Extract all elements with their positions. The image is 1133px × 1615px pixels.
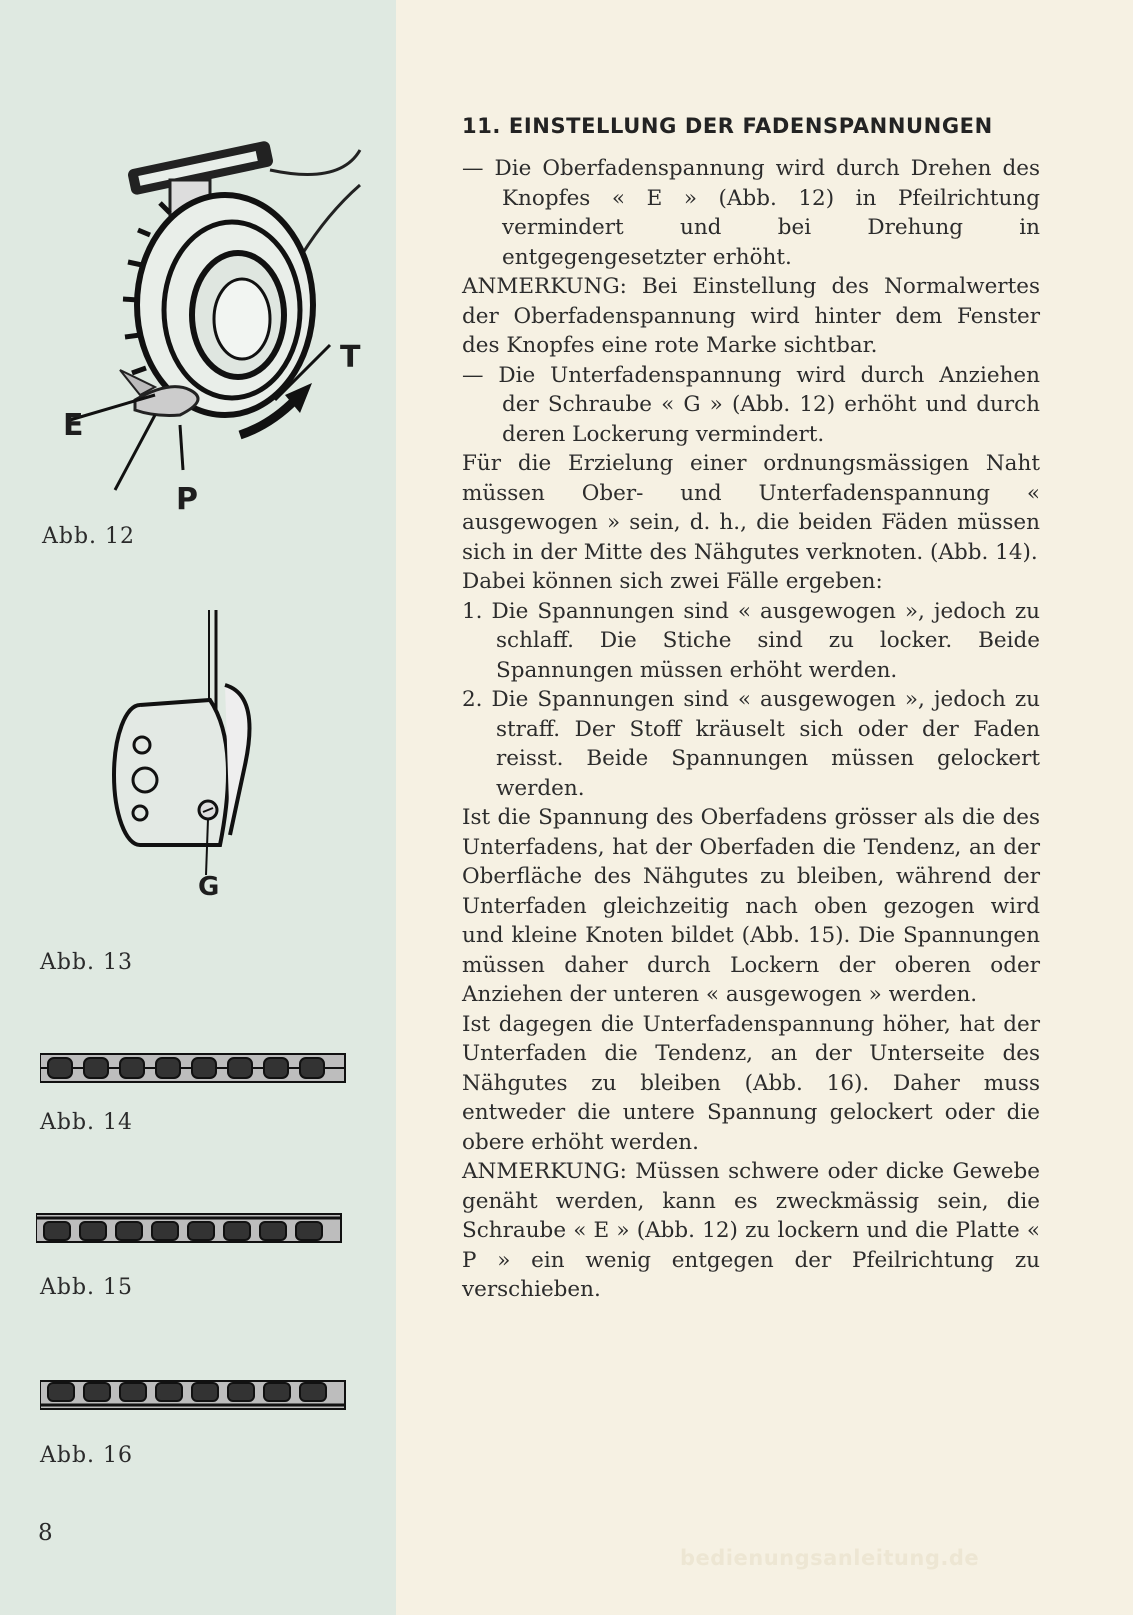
seam-illustration-lower-tight [40,1377,350,1413]
page-number: 8 [38,1520,53,1546]
paragraph-lower-tension-higher: Ist dagegen die Unterfadenspannung höher, hat der Unterfaden die Tendenz, an der Unterseite des Nähgutes zu bleiben (Abb. 16). Daher muss entweder die untere Spannung gelockert oder die obere erhöht werden. [462,1011,1040,1155]
paragraph-note-heavy-fabric: ANMERKUNG: Müssen schwere oder dicke Gewebe genäht werden, kann es zweckmässig sein, die Schraube « E » (Abb. 12) zu lockern und die Platte « P » ein wenig entgegen der Pfeilrichtung zu verschieben. [462,1159,1040,1302]
caption-abb-14: Abb. 14 [40,1110,134,1135]
seam-illustration-balanced [40,1050,350,1086]
section-title: 11. EINSTELLUNG DER FADENSPANNUNGEN [462,114,993,138]
body-text [462,154,1040,1305]
caption-abb-12: Abb. 12 [42,524,136,549]
watermark: bedienungsanleitung.de [680,1546,980,1570]
seam-illustration-upper-tight [36,1210,346,1246]
paragraph-upper-thread-tension: — Die Oberfadenspannung wird durch Drehen des Knopfes « E » (Abb. 12) in Pfeilrichtung vermindert und bei Drehung in entgegengesetzter erhöht. [462,156,1040,270]
label-p: P [176,482,198,517]
caption-abb-15: Abb. 15 [40,1275,134,1300]
tension-dial-illustration [60,125,380,515]
list-item-case-2: 2. Die Spannungen sind « ausgewogen », jedoch zu straff. Der Stoff kräuselt sich oder der Faden reisst. Beide Spannungen müssen gelockert werden. [462,687,1040,801]
label-e: E [63,408,84,443]
label-g: G [198,872,220,902]
paragraph-balanced-seam: Für die Erzielung einer ordnungsmässigen Naht müssen Ober- und Unterfadenspannung « ausgewogen » sein, d. h., die beiden Fäden müssen sich in der Mitte des Nähgutes verknoten. (Abb. 14). [462,451,1040,565]
label-t: T [340,340,361,375]
caption-abb-16: Abb. 16 [40,1443,134,1468]
bobbin-case-illustration [110,605,270,890]
paragraph-lower-thread-tension: — Die Unterfadenspannung wird durch Anziehen der Schraube « G » (Abb. 12) erhöht und durch deren Lockerung vermindert. [462,362,1040,447]
caption-abb-13: Abb. 13 [40,950,134,975]
list-item-case-1: 1. Die Spannungen sind « ausgewogen », jedoch zu schlaff. Die Stiche sind zu locker. Beide Spannungen müssen erhöht werden. [462,598,1040,683]
figure-column [0,0,396,1615]
paragraph-two-cases-intro: Dabei können sich zwei Fälle ergeben: [462,569,883,594]
paragraph-note-red-mark: ANMERKUNG: Bei Einstellung des Normalwertes der Oberfadenspannung wird hinter dem Fenster des Knopfes eine rote Marke sichtbar. [462,274,1040,358]
paragraph-upper-tension-higher: Ist die Spannung des Oberfadens grösser als die des Unterfadens, hat der Oberfaden die Tendenz, an der Oberfläche des Nähgutes zu bleiben, während der Unterfaden gleichzeitig nach oben gezogen wird und kleine Knoten bildet (Abb. 15). Die Spannungen müssen daher durch Lockern der oberen oder Anziehen der unteren « ausgewogen » werden. [462,805,1040,1007]
